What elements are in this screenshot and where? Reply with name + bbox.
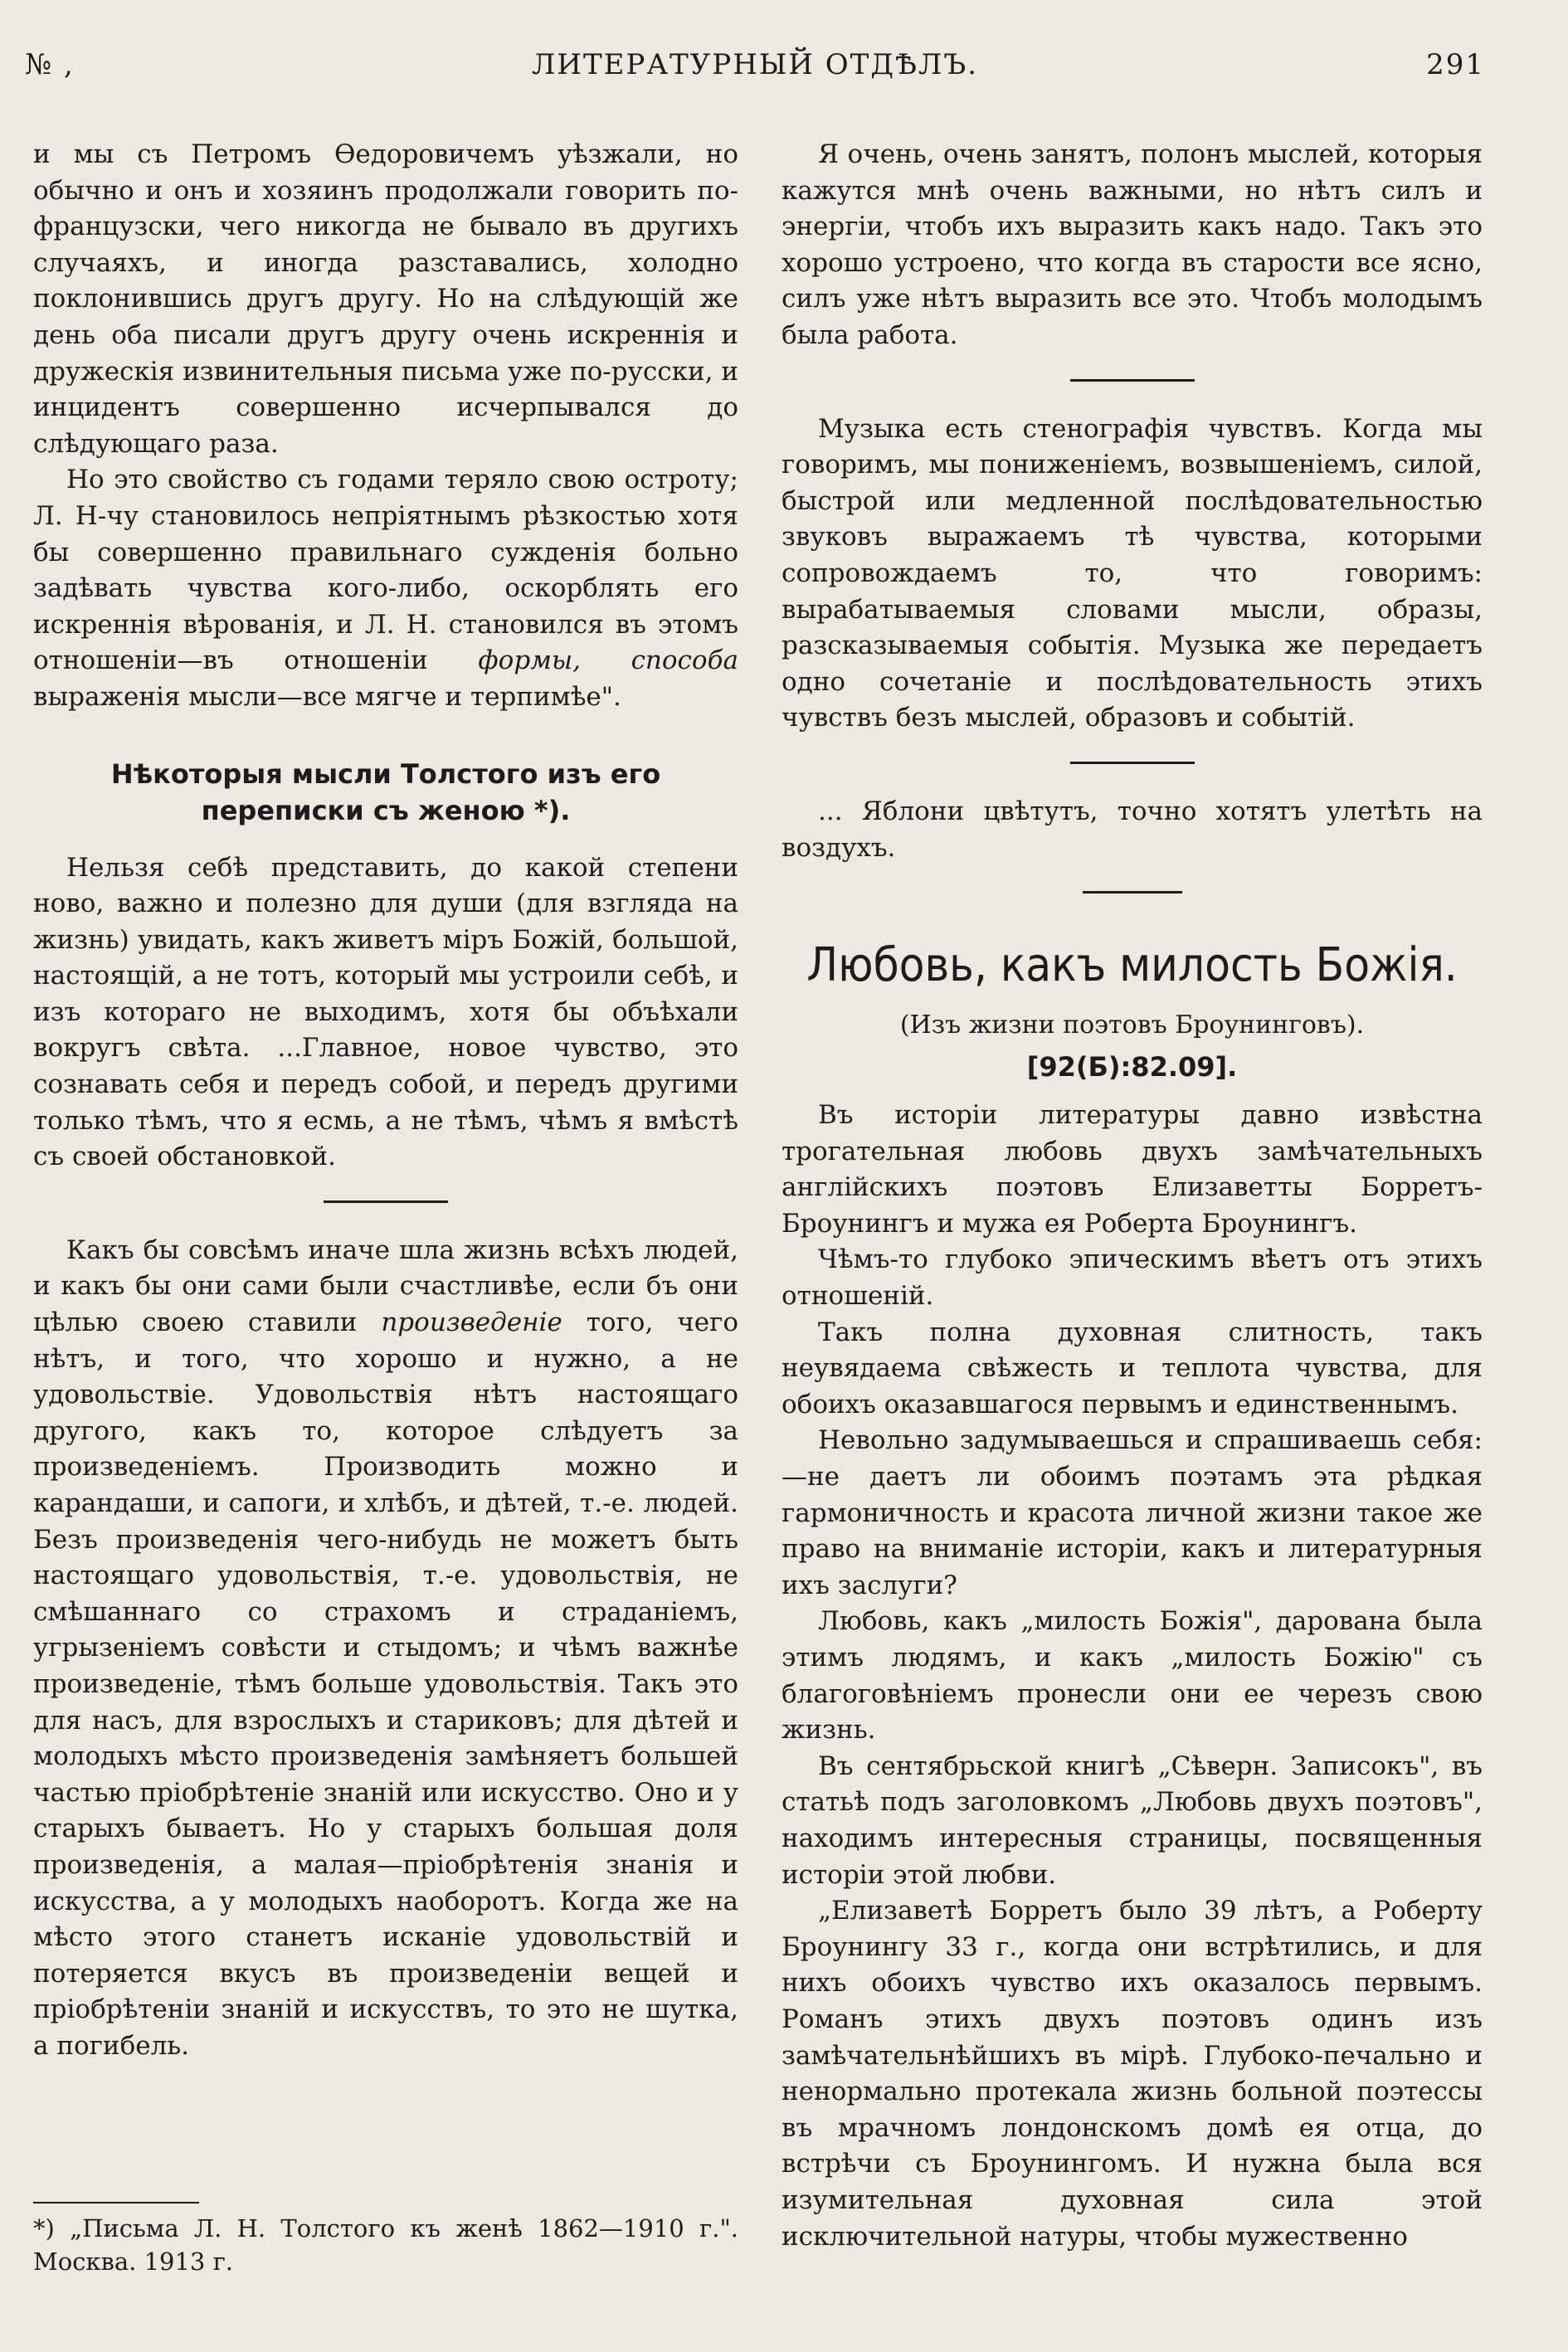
paragraph	[33, 1233, 738, 2065]
paragraph: Въ исторіи литературы давно извѣстна трогательная любовь двухъ замѣчательныхъ англійскихъ поэтовъ Елизаветты Борретъ-Броунингъ и мужа ея Роберта Броунингъ.	[782, 1100, 1483, 1239]
italic-text: произведеніе	[381, 1307, 562, 1338]
paragraph	[33, 462, 738, 715]
article-title: Любовь, какъ милость Божія.	[806, 938, 1458, 993]
paragraph: Невольно задумываешься и спрашиваешь себя:—не даетъ ли обоимъ поэтамъ эта рѣдкая гармоничность и красота личной жизни такое же право на вниманіе исторіи, какъ и литературныя ихъ заслуги?	[782, 1425, 1483, 1600]
paragraph: „Елизаветѣ Борретъ было 39 лѣтъ, а Роберту Броунингу 33 г., когда они встрѣтились, и для нихъ обоихъ чувство ихъ оказалось первымъ. Романъ этихъ двухъ поэтовъ одинъ изъ замѣчательнѣйшихъ въ мірѣ. Глубоко-печально и ненормально протекала жизнь больной поэтессы въ мрачномъ лондонскомъ домѣ ея отца, до встрѣчи съ Броунингомъ. И нужна была вся изумительная духовная сила этой исключительной натуры, чтобы мужественно	[782, 1896, 1483, 2252]
divider	[1070, 379, 1195, 382]
footnote-rule	[33, 2202, 199, 2203]
running-header	[25, 48, 1485, 98]
paragraph: Музыка есть стенографія чувствъ. Когда мы говоримъ, мы пониженіемъ, возвышеніемъ, силой, быстрой или медленной послѣдовательностью звуковъ выражаемъ тѣ чувства, которыми сопровождаемъ то, что говоримъ: вырабатываемыя словами мысли, образы, разсказываемыя событія. Музыка же передаетъ одно сочетаніе и послѣдовательность этихъ чувствъ безъ мыслей, образовъ и событій.	[782, 413, 1483, 733]
paragraph-text: того, чего нѣтъ, и того, что хорошо и нужно, а не удовольствіе. Удовольствія нѣтъ настоящаго другого, какъ то, которое слѣдуетъ за произведеніемъ. Производить можно и карандаши, и сапоги, и хлѣбъ, и дѣтей, т.-е. людей. Безъ произведенія чего-нибудь не можетъ быть настоящаго удовольствія, т.-е. удовольствія, не смѣшаннаго со страхомъ и страданіемъ, угрызеніемъ совѣсти и стыдомъ; и чѣмъ важнѣе произведеніе, тѣмъ больше удовольствія. Такъ это для насъ, для взрослыхъ и стариковъ; для дѣтей и молодыхъ мѣсто произведенія замѣняетъ большей частью пріобрѣтеніе знаній или искусство. Оно и у старыхъ бываетъ. Но у старыхъ большая доля произведенія, а малая—пріобрѣтенія знанія и искусства, а у молодыхъ наоборотъ. Когда же на мѣсто этого станетъ исканіе удовольствій и потеряется вкусъ въ произведеніи вещей и пріобрѣтеніи знаній и искусствъ, то это не шутка, а погибель.	[33, 1307, 739, 2061]
divider	[324, 1200, 448, 1203]
issue-number: № ,	[25, 48, 75, 81]
paragraph-text: выраженія мысли—все мягче и терпимѣе".	[33, 681, 621, 712]
paragraph: ... Яблони цвѣтутъ, точно хотятъ улетѣть на воздухъ.	[782, 796, 1483, 863]
paragraph: Чѣмъ-то глубоко эпическимъ вѣетъ отъ этихъ отношеній.	[782, 1244, 1483, 1312]
classification-code: [92(Б):82.09].	[1026, 1051, 1238, 1083]
paragraph: Такъ полна духовная слитность, такъ неувядаема свѣжесть и теплота чувства, для обоихъ оказавшагося первымъ и единственнымъ.	[782, 1317, 1483, 1419]
left-column	[33, 137, 738, 2065]
right-column	[782, 137, 1483, 2255]
section-title: ЛИТЕРАТУРНЫЙ ОТДѢЛЪ.	[531, 48, 979, 81]
paragraph-text: Какъ бы совсѣмъ иначе шла жизнь всѣхъ людей, и какъ бы они сами были счастливѣе, если бъ они цѣлью своею ставили	[33, 1234, 738, 1338]
divider	[1083, 891, 1182, 894]
paragraph-text: Но это свойство съ годами теряло свою остроту; Л. Н-чу становилось непріятнымъ рѣзкостью хотя бы совершенно правильнаго сужденія больно задѣвать чувства кого-либо, оскорблять его искреннія вѣрованія, и Л. Н. становился въ этомъ отношеніи—въ отношеніи	[33, 465, 738, 676]
paragraph: Любовь, какъ „милость Божія", дарована была этимъ людямъ, и какъ „милость Божію" съ благоговѣніемъ пронесли они ее черезъ свою жизнь.	[782, 1606, 1483, 1746]
article-subtitle: (Изъ жизни поэтовъ Броунинговъ).	[899, 1010, 1365, 1040]
footnote-text: *) „Письма Л. Н. Толстого къ женѣ 1862—1910 г.". Москва. 1913 г.	[33, 2214, 738, 2276]
page-number: 291	[1426, 48, 1485, 81]
paragraph: и мы съ Петромъ Ѳедоровичемъ уѣзжали, но обычно и онъ и хозяинъ продолжали говорить по-французски, чего никогда не бывало въ другихъ случаяхъ, и иногда разставались, холодно поклонившись другъ другу. Но на слѣдующій же день оба писали другъ другу очень искреннія и дружескія извинительныя письма уже по-русски, и инцидентъ совершенно исчерпывался до слѣдующаго раза.	[33, 139, 738, 459]
italic-text: формы, способа	[478, 645, 738, 676]
paragraph: Я очень, очень занятъ, полонъ мыслей, которыя кажутся мнѣ очень важными, но нѣтъ силъ и энергіи, чтобъ ихъ выразить какъ надо. Такъ это хорошо устроено, что когда въ старости все ясно, силъ уже нѣтъ выразить все это. Чтобъ молодымъ была работа.	[782, 139, 1483, 350]
divider	[1070, 762, 1195, 764]
paragraph: Нельзя себѣ представить, до какой степени ново, важно и полезно для души (для взгляда на жизнь) увидать, какъ живетъ міръ Божій, большой, настоящій, а не тотъ, который мы устроили себѣ, и изъ котораго не выходимъ, хотя бы объѣхали вокругъ свѣта. ...Главное, новое чувство, это сознавать себя и передъ собой, и передъ другими только тѣмъ, что я есмь, а не тѣмъ, чѣмъ я вмѣстѣ съ своей обстановкой.	[33, 852, 738, 1172]
section-heading: Нѣкоторыя мысли Толстого изъ его переписки съ женою *).	[110, 757, 661, 826]
footnote	[33, 2202, 738, 2278]
paragraph: Въ сентябрьской книгѣ „Сѣверн. Записокъ", въ статьѣ подъ заголовкомъ „Любовь двухъ поэтовъ", находимъ интересныя страницы, посвященныя исторіи этой любви.	[782, 1751, 1483, 1890]
